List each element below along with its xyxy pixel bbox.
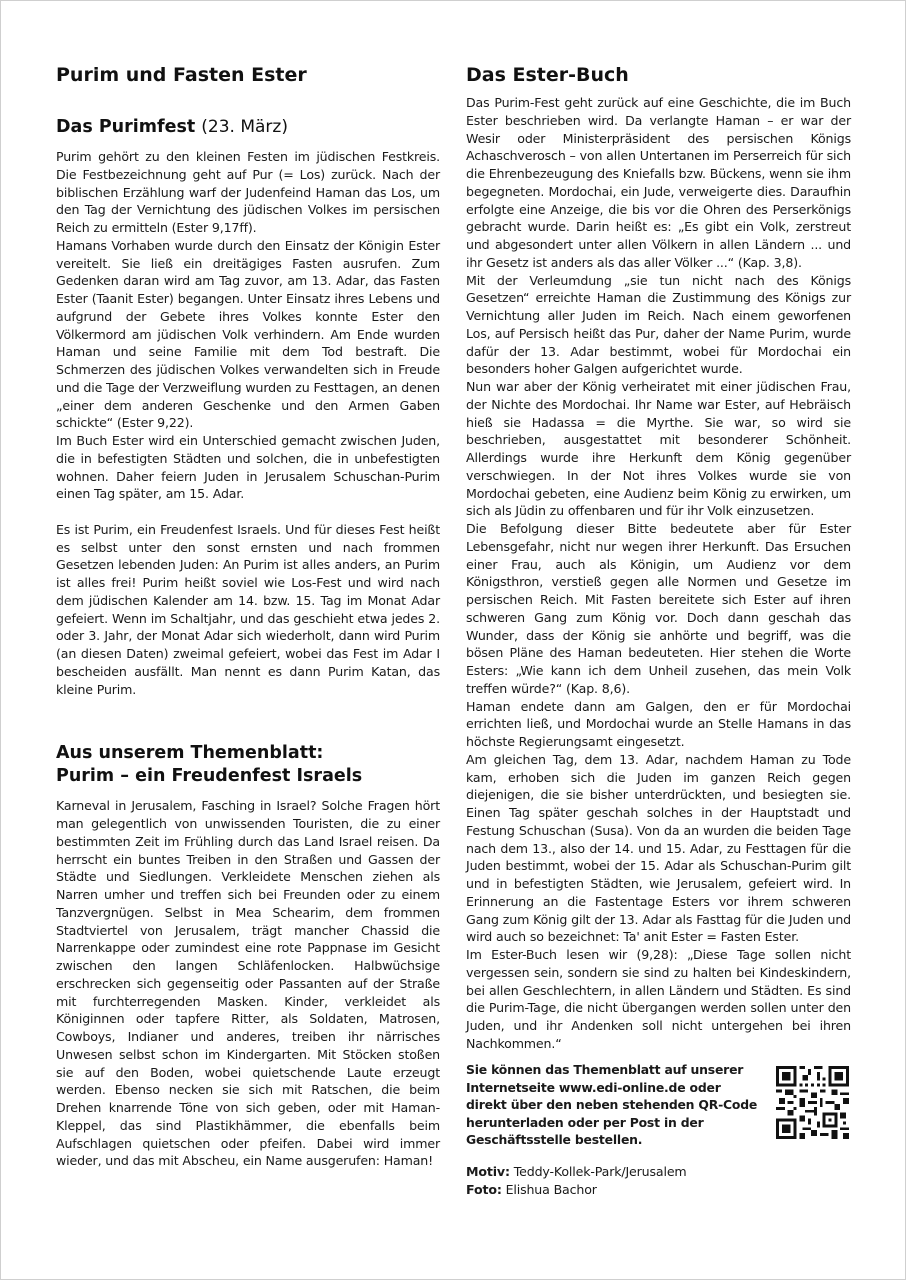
foto-line <box>466 1181 766 1199</box>
photo-credits <box>466 1163 766 1198</box>
purimfest-date: (23. März) <box>201 117 288 137</box>
foto-value: Elishua Bachor <box>505 1181 597 1197</box>
purimfest-paragraph-4: Es ist Purim, ein Freudenfest Israels. Und für dieses Fest heißt es selbst unter den sonst ernsten und nach frommen Gesetzen lebenden Juden: An Purim ist alles anders, an Purim ist alles frei! Purim heißt soviel wie Los-Fest und wird nach dem jüdischen Kalender am 14. bzw. 15. Tag im Monat Adar gefeiert. Wenn im Schaltjahr, und das geschieht etwa jedes 2. oder 3. Jahr, der Monat Adar sich wiederholt, dann wird Purim (an diesen Daten) zweimal gefeiert, wobei das Fest im Adar I bescheiden ausfällt. Man nennt es dann Purim Katan, das kleine Purim. <box>56 521 440 697</box>
ester-buch-paragraph-7: Im Ester-Buch lesen wir (9,28): „Diese Tage sollen nicht vergessen sein, sondern sie sind zu halten bei Kindeskindern, bei allen Geschlechtern, in allen Ländern und Städten. Es sind die Purim-Tage, die nicht übergangen werden sollen unter den Juden, und ihr Andenken soll nicht untergehen bei ihren Nachkommen.“ <box>466 947 851 1051</box>
themenblatt-title-line2: Purim – ein Freudenfest Israels <box>56 766 363 787</box>
qr-code[interactable] <box>776 1066 849 1139</box>
motiv-label: Motiv: <box>466 1164 510 1179</box>
themenblatt-title-line1: Aus unserem Themenblatt: <box>56 743 324 764</box>
ester-buch-paragraph-6: Am gleichen Tag, dem 13. Adar, nachdem Haman zu Tode kam, erhoben sich die Juden im ganzen Reich gegen diejenigen, die sie bisher unterdrückten, und besiegten sie. Einen Tag später geschah solches in der Hauptstadt und Festung Schuschan (Susa). Von da an wurden die beiden Tage nach dem 13., also der 14. und 15. Adar, zu Festtagen für die Juden bestimmt, wobei der 15. Adar als Schuschan-Purim gilt und in befestigten Städten, wie Jerusalem, gefeiert wird. In Erinnerung an die Fastentage Esters vor ihrem schweren Gang zum König gilt der 13. Adar als Fasttag für die Juden und wird auch so bezeichnet: Ta' anit Ester = Fasten Ester. <box>466 751 851 945</box>
purimfest-title: Das Purimfest <box>56 117 196 137</box>
themenblatt-paragraph: Karneval in Jerusalem, Fasching in Israel? Solche Fragen hört man gelegentlich von unwissenden Touristen, die zu einer bestimmten Zeit im Frühling durch das Land Israel reisen. Da herrscht ein buntes Treiben in den Straßen und Gassen der Städte und Siedlungen. Verkleidete Menschen ziehen als Narren umher und treffen sich bei Freunden oder zu einem Tanzvergnügen. Selbst in Mea Schearim, dem frommen Stadtviertel von Jerusalem, trägt mancher Chassid die Narrenkappe oder zumindest eine rote Pappnase im Gesicht zwischen den langen Schläfenlocken. Halbwüchsige erschrecken sich gegenseitig oder Passanten auf der Straße mit furchterregenden Masken. Kinder, verkleidet als Königinnen oder tapfere Ritter, als Soldaten, Matrosen, Cowboys, Indianer und anderes, treiben ihr närrisches Unwesen selbst schon im Kindergarten. Mit Stöcken stoßen sie auf den Boden, wobei quietschende Laute erzeugt werden. Ebenso necken sie sich mit Ratschen, die beim Drehen knarrende Töne von sich geben, oder mit Haman-Kleppel, das sind Plastikhämmer, die ebenfalls beim Aufschlagen quietschen oder pfeifen. Dabei wird immer wieder, und das mit Abscheu, ein Name ausgerufen: Haman! <box>56 798 440 1169</box>
purimfest-paragraph-2: Hamans Vorhaben wurde durch den Einsatz der Königin Ester vereitelt. Sie ließ ein dreitägiges Fasten ausrufen. Zum Gedenken daran wird am Tag zuvor, am 13. Adar, das Fasten Ester (Taanit Ester) begangen. Unter Einsatz ihres Lebens und aufgrund der Gebete ihres Volkes konnte Ester den Völkermord am jüdischen Volk verhindern. Am Ende wurden Haman und seine Familie mit dem Tod bestraft. Die Schmerzen des jüdischen Volkes verwandelten sich in Freude und die Tage der Verzweiflung wurden zu Festtagen, an denen „einer dem anderen Geschenke und den Armen Gaben schickte“ (Ester 9,22). <box>56 237 440 431</box>
download-note <box>466 1061 761 1149</box>
ester-buch-paragraph-2: Mit der Verleumdung „sie tun nicht nach des Königs Gesetzen“ erreichte Haman die Zustimmung des Königs zur Vernichtung aller Juden im Reich. Nach einem geworfenen Los, auf Persisch heißt das Pur, daher der Name Purim, wurde dafür der 13. Adar bestimmt, wobei für Mordochai ein besonders hoher Galgen aufgerichtet wurde. <box>466 272 851 377</box>
purimfest-paragraph-1: Purim gehört zu den kleinen Festen im jüdischen Festkreis. Die Festbezeichnung geht auf Pur (= Los) zurück. Nach der biblischen Erzählung warf der Judenfeind Haman das Los, um den Tag der Vernichtung des jüdischen Volkes im persischen Reich zu ermitteln (Ester 9,17ff). <box>56 149 440 235</box>
ester-buch-paragraph-1: Das Purim-Fest geht zurück auf eine Geschichte, die im Buch Ester beschrieben wird. Da verlangte Haman – er war der Wesir oder Ministerpräsident des persischen Königs Achaschverosch – von allen Untertanen im Perserreich für sich die Ehrenbezeugung des Kniefalls bzw. Bückens, wenn sie ihm begegneten. Mordochai, ein Jude, verweigerte dies. Daraufhin erfolgte eine Anzeige, die bis vor die Ohren des Perserkönigs gebracht wurde. Darin heißt es: „Es gibt ein Volk, zerstreut und abgesondert unter allen Völkern in allen Ländern ... und ihr Gesetz ist anders als das aller Völker ...“ (Kap. 3,8). <box>466 95 851 270</box>
left-column <box>56 62 440 1170</box>
foto-label: Foto: <box>466 1181 502 1197</box>
purimfest-heading <box>56 115 440 139</box>
right-column <box>466 62 851 1053</box>
motiv-line <box>466 1163 766 1181</box>
purimfest-paragraph-3: Im Buch Ester wird ein Unterschied gemacht zwischen Juden, die in befestigten Städten und solchen, die in unbefestigten wohnen. Daher feiern Juden in Jerusalem Schuschan-Purim einen Tag später, am 15. Adar. <box>56 433 440 502</box>
motiv-value: Teddy-Kollek-Park/Jerusalem <box>513 1164 687 1179</box>
download-note-text: Sie können das Themenblatt auf unserer Internetseite www.edi-online.de oder direkt über den neben stehenden QR-Code herunterladen oder per Post in der Geschäftsstelle bestellen. <box>466 1062 758 1148</box>
ester-buch-paragraph-5: Haman endete dann am Galgen, den er für Mordochai errichten ließ, und Mordochai wurde an Stelle Hamans in das höchste Regierungsamt eingesetzt. <box>466 698 851 749</box>
main-title: Purim und Fasten Ester <box>56 64 307 86</box>
themenblatt-heading <box>56 742 440 788</box>
ester-buch-title: Das Ester-Buch <box>466 64 629 86</box>
ester-buch-paragraph-4: Die Befolgung dieser Bitte bedeutete aber für Ester Lebensgefahr, nicht nur wegen ihrer Herkunft. Das Ersuchen einer Frau, auch als Königin, um Audienz vor dem Königsthron, verstieß gegen alle Normen und Gesetze im persischen Reich. Mit Fasten bereitete sich Ester auf ihren schweren Gang zum König vor. Doch dann geschah das Wunder, dass der König sie anhörte und begriff, was die bösen Pläne des Haman bedeuteten. Hier stehen die Worte Esters: „Wie kann ich dem Unheil zusehen, das mein Volk treffen würde?“ (Kap. 8,6). <box>466 521 851 696</box>
ester-buch-paragraph-3: Nun war aber der König verheiratet mit einer jüdischen Frau, der Nichte des Mordochai. Ihr Name war Ester, auf Hebräisch hieß sie Hadassa = die Myrthe. Sie war, so wird sie beschrieben, ausgestattet mit besonderer Schönheit. Allerdings wurde ihre Herkunft dem König gegenüber verschwiegen. In der Not ihres Volkes wurde sie von Mordochai gebeten, eine Audienz beim König zu erwirken, um sich als Jüdin zu offenbaren und für ihr Volk einzusetzen. <box>466 379 851 519</box>
